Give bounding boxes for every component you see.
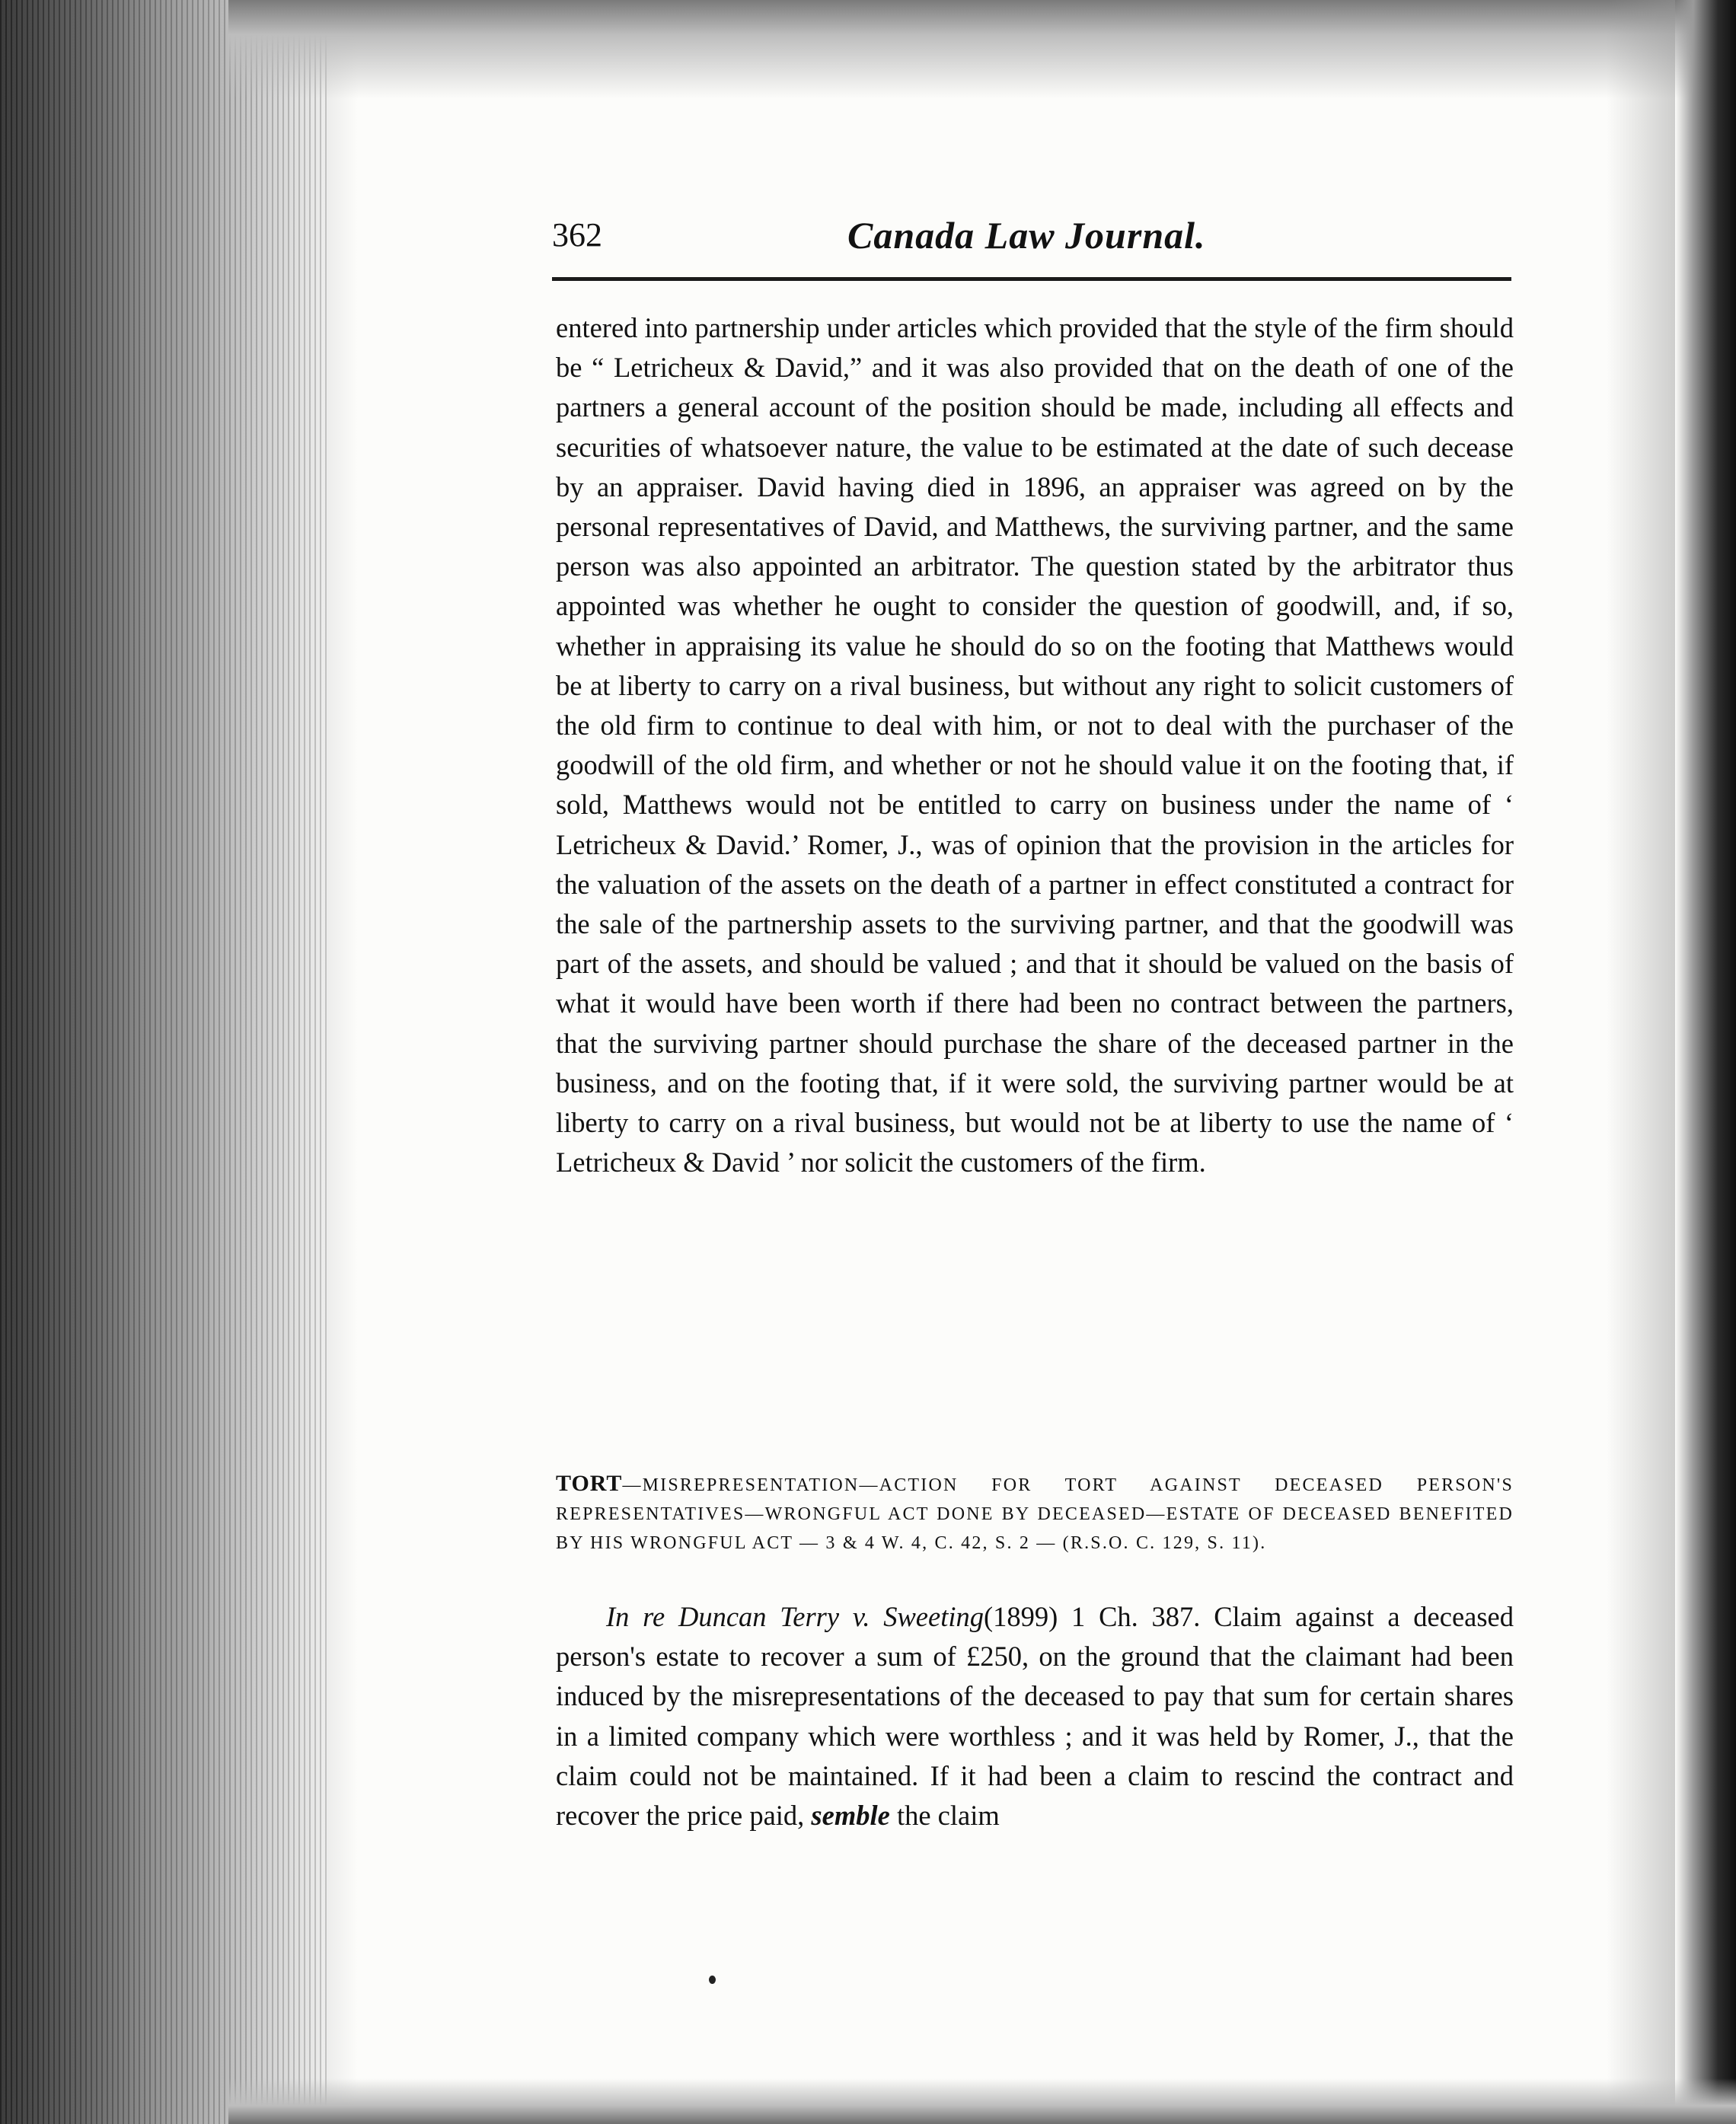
scan-noise-left bbox=[0, 0, 327, 2124]
body-paragraph-1: entered into partnership under articles which provided that the style of the firm should be “ Letricheux & David,” and it was also provided that on the death of one of the partners a general account of the position should be made, including all effects and securities of whatsoever nature, the value to be estimated at the date of such decease by an appraiser. David having died in 1896, an appraiser was agreed on by the personal representatives of David, and Matthews, the surviving partner, and the same person was also appointed an arbitrator. The question stated by the arbitrator thus appointed was whether he ought to consider the question of goodwill, and, if so, whether in appraising its value he should do so on the footing that Matthews would be at liberty to carry on a rival business, but without any right to solicit customers of the old firm to continue to deal with him, or not to deal with the purchaser of the goodwill of the old firm, and whether or not he should value it on the footing that, if sold, Matthews would not be entitled to carry on business under the name of ‘ Letricheux & David.’ Romer, J., was of opinion that the provision in the articles for the valuation of the assets on the death of a partner in effect constituted a contract for the sale of the partnership assets to the surviving partner, and that the goodwill was part of the assets, and should be valued ; and that it should be valued on the basis of what it would have been worth if there had been no contract between the partners, that the surviving partner should purchase the share of the deceased partner in the business, and on the footing that, if it were sold, the surviving partner would be at liberty to carry on a rival business, but would not be at liberty to use the name of ‘ Letricheux & David ’ nor solicit the customers of the firm. bbox=[556, 312, 1514, 1178]
case-name: In re Duncan Terry v. Sweeting bbox=[606, 1601, 984, 1632]
running-header bbox=[552, 212, 1511, 259]
scan-shadow-top bbox=[228, 0, 1736, 99]
header-rule bbox=[552, 277, 1511, 281]
scan-shadow-bottom bbox=[228, 2078, 1736, 2124]
section-heading-rest: —MISREPRESENTATION—ACTION FOR TORT AGAINST DECEASED PERSON'S REPRESENTATIVES—WRONGFUL ACT DONE BY DECEASED—ESTATE OF DECEASED BENEFITED BY HIS WRONGFUL ACT — 3 & 4 W. 4, C. 42, S. 2 — (R.S.O. C. 129, S. 11). bbox=[556, 1475, 1514, 1553]
scan-shadow-right bbox=[1675, 0, 1736, 2124]
latin-term: semble bbox=[811, 1800, 890, 1832]
case-body: Claim against a deceased person's estate to recover a sum of £250, on the ground that the claimant had been induced by the misrepresentations of the deceased to pay that sum for certain shares in a limited company which were worthless ; and it was held by Romer, J., that the claim could not be maintained. If it had been a claim to rescind the contract and recover the price paid, bbox=[556, 1601, 1514, 1832]
case-citation: (1899) 1 Ch. 387. bbox=[983, 1601, 1201, 1632]
ink-speck bbox=[709, 1976, 716, 1984]
section-heading bbox=[556, 1469, 1514, 1558]
journal-title: Canada Law Journal. bbox=[847, 214, 1206, 257]
page-number: 362 bbox=[552, 216, 602, 254]
section-heading-lead: TORT bbox=[556, 1471, 623, 1496]
case-tail: the claim bbox=[896, 1800, 1000, 1832]
scan-shadow-right-band bbox=[1607, 0, 1675, 2124]
body-paragraph-2 bbox=[556, 1597, 1514, 1835]
